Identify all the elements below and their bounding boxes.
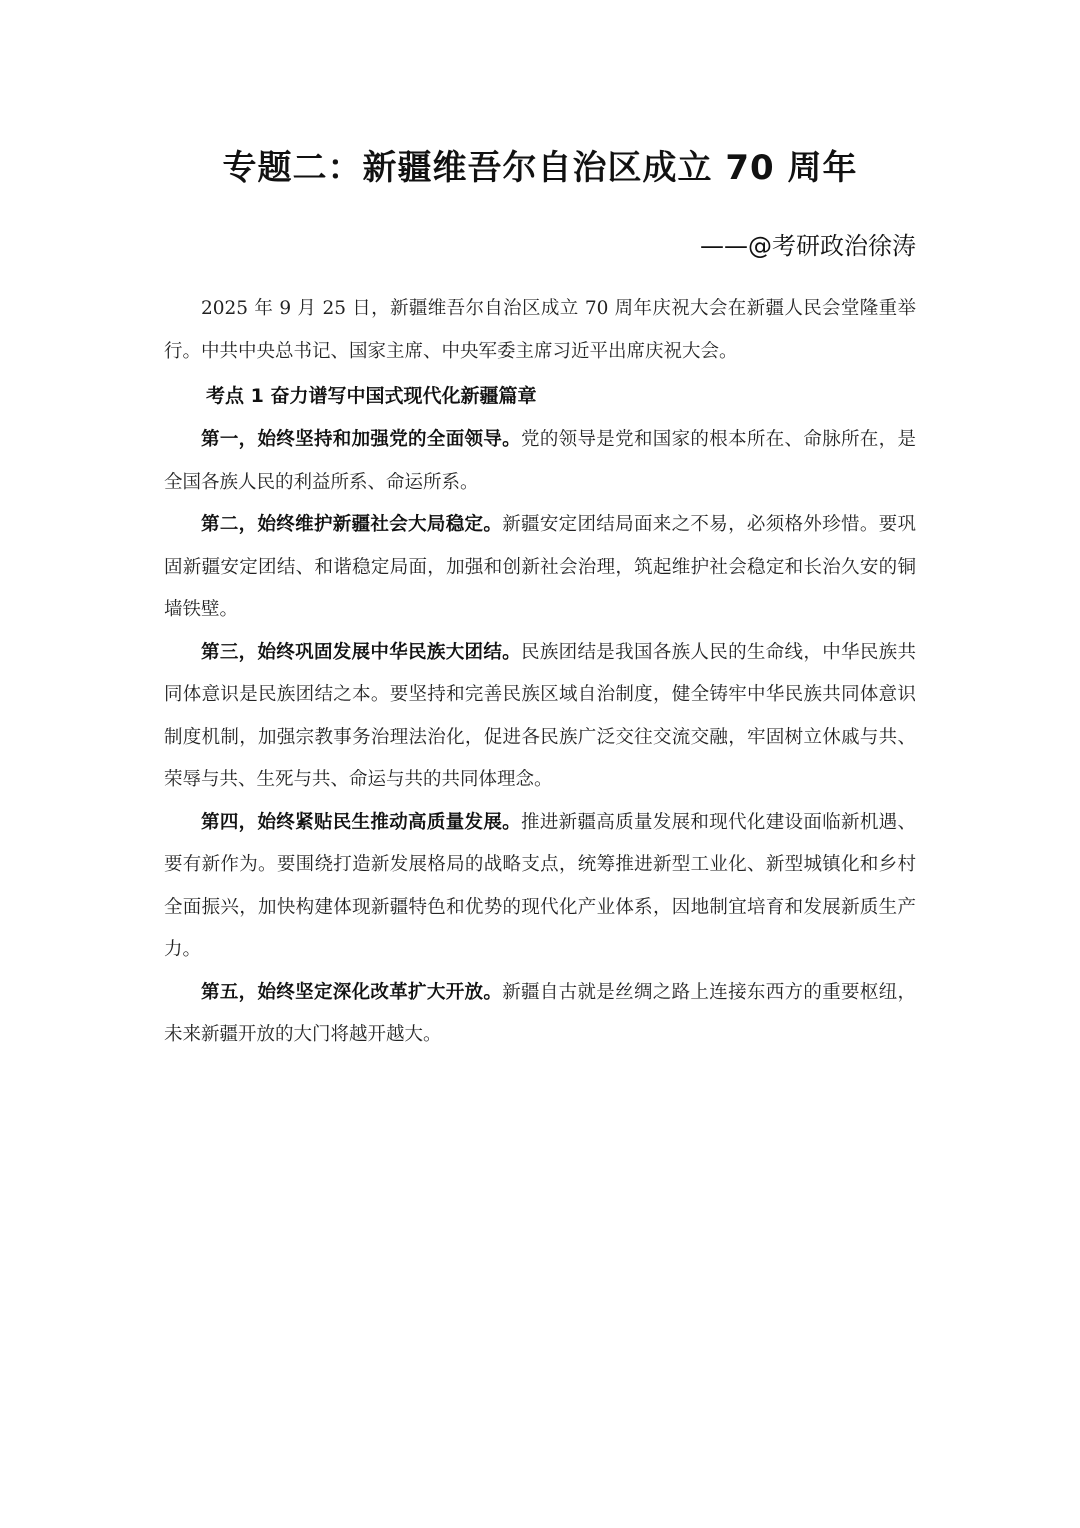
point-paragraph-3 bbox=[164, 632, 916, 802]
point-lead-4: 第四，始终紧贴民生推动高质量发展。 bbox=[201, 811, 522, 833]
section-heading: 考点 1 奋力谱写中国式现代化新疆篇章 bbox=[206, 385, 537, 407]
point-body-3: 民族团结是我国各族人民的生命线，中华民族共同体意识是民族团结之本。要坚持和完善民族区域自治制度，健全铸牢中华民族共同体意识制度机制，加强宗教事务治理法治化，促进各民族广泛交往交流交融，牢固树立休戚与共、荣辱与共、生死与共、命运与共的共同体理念。 bbox=[164, 641, 916, 790]
intro-paragraph: 2025 年 9 月 25 日，新疆维吾尔自治区成立 70 周年庆祝大会在新疆人民会堂隆重举行。中共中央总书记、国家主席、中央军委主席习近平出席庆祝大会。 bbox=[164, 298, 916, 362]
point-body-5: 新疆自古就是丝绸之路上连接东西方的重要枢纽，未来新疆开放的大门将越开越大。 bbox=[164, 981, 916, 1045]
author-byline: ——@考研政治徐涛 bbox=[700, 232, 916, 260]
page-title: 专题二：新疆维吾尔自治区成立 70 周年 bbox=[222, 148, 858, 188]
point-lead-5: 第五，始终坚定深化改革扩大开放。 bbox=[201, 981, 503, 1003]
point-paragraph-2 bbox=[164, 504, 916, 632]
point-body-1: 党的领导是党和国家的根本所在、命脉所在，是全国各族人民的利益所系、命运所系。 bbox=[164, 429, 916, 493]
point-paragraph-4 bbox=[164, 802, 916, 972]
point-body-4: 推进新疆高质量发展和现代化建设面临新机遇、要有新作为。要围绕打造新发展格局的战略支点，统筹推进新型工业化、新型城镇化和乡村全面振兴，加快构建体现新疆特色和优势的现代化产业体系，因地制宜培育和发展新质生产力。 bbox=[164, 811, 916, 960]
point-lead-3: 第三，始终巩固发展中华民族大团结。 bbox=[201, 641, 522, 663]
document-body bbox=[164, 288, 916, 1057]
point-paragraph-5 bbox=[164, 972, 916, 1057]
point-lead-2: 第二，始终维护新疆社会大局稳定。 bbox=[201, 514, 503, 535]
point-body-2: 新疆安定团结局面来之不易，必须格外珍惜。要巩固新疆安定团结、和谐稳定局面，加强和创新社会治理，筑起维护社会稳定和长治久安的铜墙铁壁。 bbox=[164, 514, 916, 620]
point-paragraph-1 bbox=[164, 419, 916, 504]
point-lead-1: 第一，始终坚持和加强党的全面领导。 bbox=[201, 429, 522, 450]
